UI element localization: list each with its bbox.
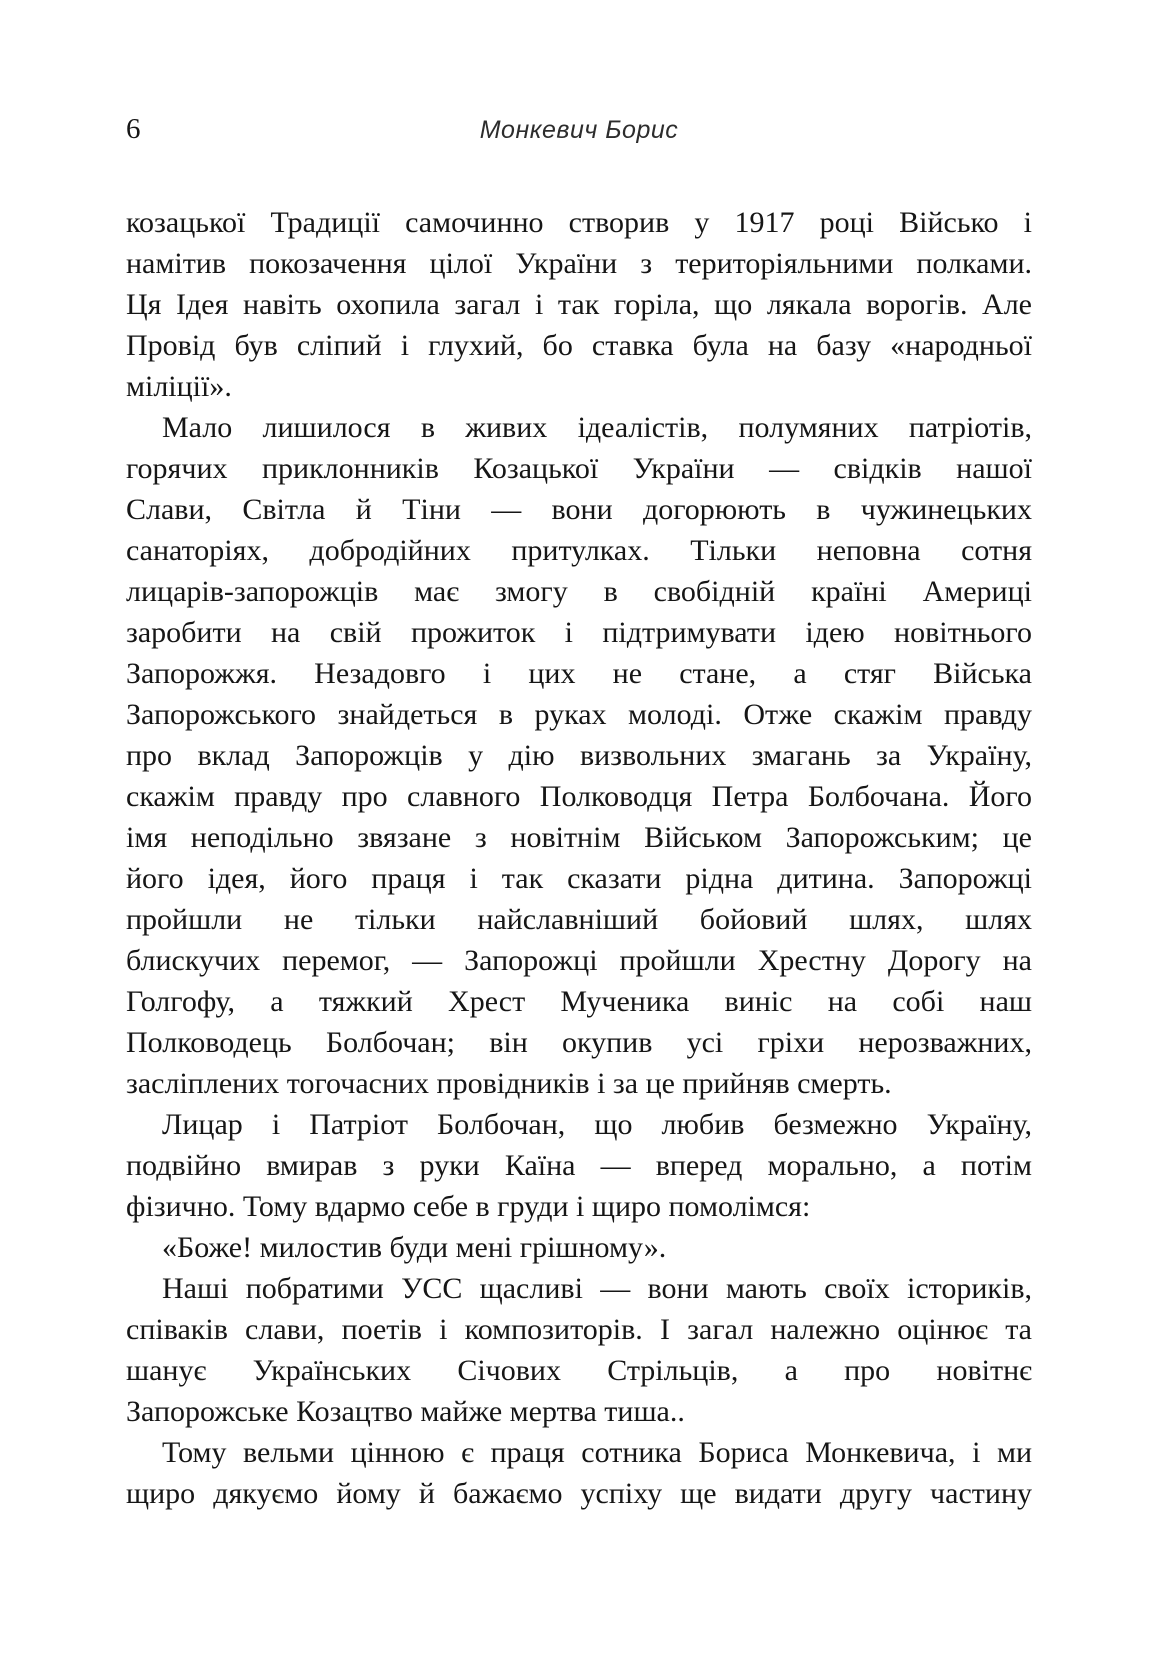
text-line: Наші побратими УСС щасливі — вони мають своїх істориків, (162, 1272, 1032, 1305)
text-line: його ідея, його праця і так сказати рідна дитина. Запорожці (126, 862, 1032, 895)
text-line: про вклад Запорожців у дію визвольних змагань за Україну, (126, 739, 1032, 772)
text-line: Тому вельми цінною є праця сотника Бориса Монкевича, і ми (162, 1436, 1032, 1469)
text-line: скажім правду про славного Полководця Петра Болбочана. Його (126, 780, 1032, 813)
paragraph (126, 202, 1032, 407)
text-line: заробити на свій прожиток і підтримувати ідею новітнього (126, 616, 1032, 649)
text-line: співаків слави, поетів і композиторів. І загал належно оцінює та (126, 1313, 1032, 1346)
text-line: Ця Ідея навіть охопила загал і так горіла, що лякала ворогів. Але (126, 288, 1032, 321)
paragraph (126, 1268, 1032, 1432)
text-line: засліплених тогочасних провідників і за це прийняв смерть. (126, 1067, 892, 1100)
page-header (126, 112, 1032, 150)
text-line: козацької Традиції самочинно створив у 1917 році Військо і (126, 206, 1032, 239)
paragraph (126, 1104, 1032, 1227)
text-line: намітив покозачення цілої України з територіяльними полками. (126, 247, 1032, 280)
text-line: міліції». (126, 370, 232, 403)
text-line: Провід був сліпий і глухий, бо ставка була на базу «народньої (126, 329, 1032, 362)
text-line: Лицар і Патріот Болбочан, що любив безмежно Україну, (162, 1108, 1032, 1141)
text-line: Мало лишилося в живих ідеалістів, полумяних патріотів, (162, 411, 1032, 444)
text-line: шанує Українських Січових Стрільців, а про новітнє (126, 1354, 1032, 1387)
running-title: Монкевич Борис (479, 116, 679, 144)
text-line: подвійно вмирав з руки Каїна — вперед морально, а потім (126, 1149, 1032, 1182)
text-line: лицарів-запорожців має змогу в свобідній країні Америці (126, 575, 1032, 608)
body-text (126, 202, 1032, 1514)
paragraph (126, 1227, 1032, 1268)
text-line: санаторіях, добродійних притулках. Тільки неповна сотня (126, 534, 1032, 567)
text-line: Полководець Болбочан; він окупив усі гріхи нерозважних, (126, 1026, 1032, 1059)
page-number: 6 (126, 113, 141, 145)
text-line: Запорожського знайдеться в руках молоді. Отже скажім правду (126, 698, 1032, 731)
text-line: Запорожжя. Незадовго і цих не стане, а стяг Війська (126, 657, 1032, 690)
text-line: Запорожське Козацтво майже мертва тиша.. (126, 1395, 685, 1428)
text-line: фізично. Тому вдармо себе в груди і щиро помолімся: (126, 1190, 811, 1223)
text-line: Слави, Світла й Тіни — вони догорюють в чужинецьких (126, 493, 1032, 526)
paragraph (126, 1432, 1032, 1514)
text-line: горячих приклонників Козацької України — свідків нашої (126, 452, 1032, 485)
text-line: щиро дякуємо йому й бажаємо успіху ще видати другу частину (126, 1477, 1032, 1510)
text-line: блискучих перемог, — Запорожці пройшли Хрестну Дорогу на (126, 944, 1032, 977)
text-line: імя неподільно звязане з новітнім Військом Запорожським; це (126, 821, 1032, 854)
text-line: «Боже! милостив буди мені грішному». (162, 1231, 667, 1264)
text-line: пройшли не тільки найславніший бойовий шлях, шлях (126, 903, 1032, 936)
text-line: Голгофу, а тяжкий Хрест Мученика виніс на собі наш (126, 985, 1032, 1018)
paragraph (126, 407, 1032, 1104)
